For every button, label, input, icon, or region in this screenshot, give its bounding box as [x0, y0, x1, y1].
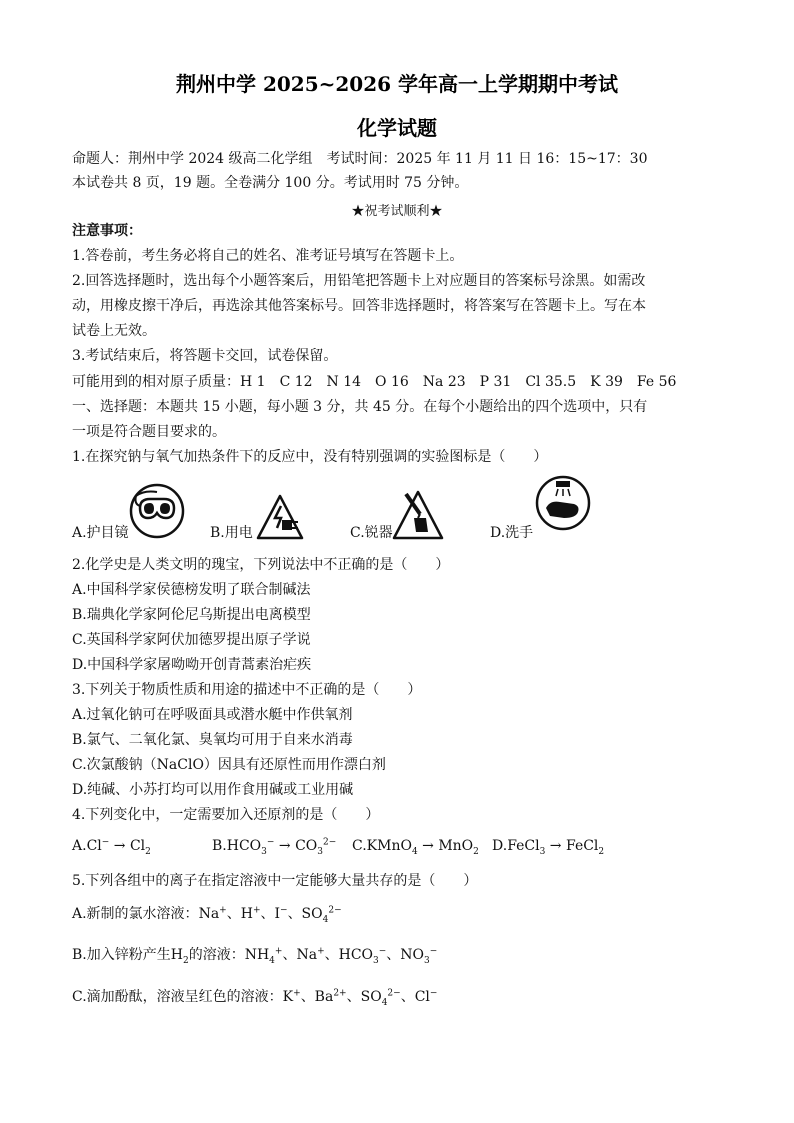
sharp-object-icon — [390, 488, 446, 544]
q1-option-a-label: A.护目镜 — [72, 525, 129, 541]
q4-option-c: C.KMnO$_4$ → MnO$_2$ — [352, 838, 479, 857]
q4-option-d: D.FeCl$_3$ → FeCl$_2$ — [492, 838, 605, 857]
q3-option-a: A.过氧化钠可在呼吸面具或潜水艇中作供氧剂 — [72, 707, 353, 723]
q4-option-a: $A.Cl^- \to Cl_2$ — [72, 837, 151, 857]
q4-option-a-prefix: A. — [72, 838, 87, 854]
q5-option-c: C.滴加酚酞，溶液呈红色的溶液：K+、$Ba^{2+}$、$SO_4^{2-}$、Cl− — [72, 988, 438, 1008]
q1-option-c — [350, 482, 480, 552]
exam-title: 荆州中学 2025~2026 学年高一上学期期中考试 — [175, 72, 618, 96]
q2-option-d: D.中国科学家屠呦呦开创青蒿素治疟疾 — [72, 657, 312, 673]
q1-option-b — [210, 482, 330, 552]
q4-option-b-prefix: B. — [212, 838, 227, 854]
section-1-line-1: 一、选择题：本题共 15 小题，每小题 3 分，共 45 分。在每个小题给出的四个选项中，只有 — [72, 399, 648, 415]
info-line-1: 命题人：荆州中学 2024 级高二化学组 考试时间：2025 年 11 月 11 日 16：15~17：30 — [72, 151, 648, 167]
info-line-2: 本试卷共 8 页，19 题。全卷满分 100 分。考试用时 75 分钟。 — [72, 175, 469, 191]
q4-option-b: $B.HCO_3^- \to CO_3^{2-}$ — [212, 837, 337, 857]
note-3: 3.考试结束后，将答题卡交回，试卷保留。 — [72, 348, 338, 364]
q5-option-b-text: B.加入锌粉产生 — [72, 947, 171, 963]
q5-option-a-text: A.新制的氯水溶液： — [72, 906, 199, 922]
q5-option-b-text2: 的溶液： — [188, 947, 245, 963]
q5-option-b: B.加入锌粉产生$H_2$的溶液：$NH_4^+$、Na+、$HCO_3^-$、$NO_3^-$ — [72, 946, 438, 966]
note-2c: 试卷上无效。 — [72, 323, 156, 339]
wash-hands-icon — [534, 474, 592, 532]
notes-heading: 注意事项： — [72, 223, 142, 239]
q1-option-c-label: C.锐器 — [350, 525, 393, 541]
q1-option-b-label: B.用电 — [210, 525, 253, 541]
goggles-icon — [128, 482, 186, 540]
q2-option-b: B.瑞典化学家阿伦尼乌斯提出电离模型 — [72, 607, 311, 623]
electricity-icon — [254, 492, 306, 544]
note-1: 1.答卷前，考生务必将自己的姓名、准考证号填写在答题卡上。 — [72, 248, 464, 264]
section-1-line-2: 一项是符合题目要求的。 — [72, 424, 226, 440]
q1-option-a — [72, 482, 202, 552]
q5-option-c-text: C.滴加酚酞，溶液呈红色的溶液： — [72, 989, 283, 1005]
q3-option-b: B.氯气、二氧化氯、臭氧均可用于自来水消毒 — [72, 732, 353, 748]
q2-option-c: C.英国科学家阿伏加德罗提出原子学说 — [72, 632, 311, 648]
exam-subtitle: 化学试题 — [357, 116, 437, 140]
q1-option-d — [490, 482, 620, 552]
atomic-mass-line: 可能用到的相对原子质量：H 1 C 12 N 14 O 16 Na 23 P 31 Cl 35.5 K 39 Fe 56 — [72, 374, 677, 390]
note-2b: 动，用橡皮擦干净后，再选涂其他答案标号。回答非选择题时，将答案写在答题卡上。写在本 — [72, 298, 646, 314]
wish-line: ★祝考试顺利★ — [351, 204, 443, 219]
q2-option-a: A.中国科学家侯德榜发明了联合制碱法 — [72, 582, 311, 598]
q3-option-c: C.次氯酸钠（NaClO）因具有还原性而用作漂白剂 — [72, 757, 386, 773]
note-2a: 2.回答选择题时，选出每个小题答案后，用铅笔把答题卡上对应题目的答案标号涂黑。如需改 — [72, 273, 646, 289]
q3-stem: 3.下列关于物质性质和用途的描述中不正确的是（ ） — [72, 682, 422, 698]
q5-stem: 5.下列各组中的离子在指定溶液中一定能够大量共存的是（ ） — [72, 873, 478, 889]
q4-stem: 4.下列变化中，一定需要加入还原剂的是（ ） — [72, 807, 380, 823]
q1-stem: 1.在探究钠与氧气加热条件下的反应中，没有特别强调的实验图标是（ ） — [72, 449, 548, 465]
q4-option-c-prefix: C. — [352, 838, 367, 854]
q1-icon-row — [72, 482, 732, 552]
q4-option-d-prefix: D. — [492, 838, 508, 854]
q2-stem: 2.化学史是人类文明的瑰宝，下列说法中不正确的是（ ） — [72, 557, 450, 573]
q5-option-a: A.新制的氯水溶液：Na+、H+、I−、$SO_4^{2-}$ — [72, 905, 342, 925]
q1-option-d-label: D.洗手 — [490, 525, 534, 541]
q3-option-d: D.纯碱、小苏打均可以用作食用碱或工业用碱 — [72, 782, 354, 798]
